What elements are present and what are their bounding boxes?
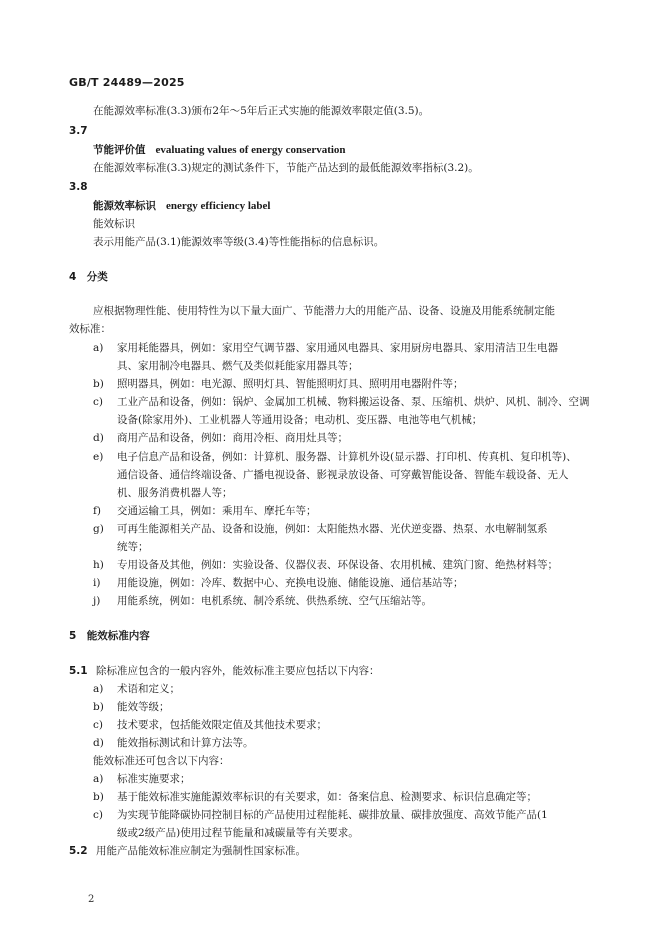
list-marker: a) (93, 683, 104, 695)
term-zh: 能源效率标识 (93, 200, 156, 212)
list-item: 工业产品和设备，例如：锅炉、金属加工机械、物料搬运设备、泵、压缩机、烘炉、风机、制冷、空调 (117, 396, 590, 408)
term-alt: 能效标识 (93, 218, 135, 230)
section-heading: 4 分类 (69, 271, 108, 283)
list-marker: f) (93, 505, 101, 517)
list-marker: a) (93, 773, 104, 785)
term-en: energy efficiency label (166, 200, 271, 212)
list-item: 统等； (117, 541, 149, 553)
list-marker: i) (93, 577, 101, 589)
paragraph: 能效标准还可包含以下内容： (93, 755, 230, 767)
list-marker: d) (93, 432, 104, 444)
list-marker: c) (93, 719, 103, 731)
clause-number: 5.2 (69, 845, 88, 857)
list-marker: b) (93, 701, 104, 713)
term-number: 3.7 (69, 125, 88, 137)
paragraph: 除标准应包含的一般内容外，能效标准主要应包括以下内容： (96, 665, 380, 677)
standard-number: GB/T 24489—2025 (69, 76, 185, 89)
list-item: 可再生能源相关产品、设备和设施，例如：太阳能热水器、光伏逆变器、热泵、水电解制氢系 (117, 523, 548, 535)
list-item: 用能设施，例如：冷库、数据中心、充换电设施、储能设施、通信基站等； (117, 577, 464, 589)
term-heading (93, 143, 346, 157)
list-item: 具、家用制冷电器具、燃气及类似耗能家用器具等； (117, 360, 359, 372)
list-item: 能效指标测试和计算方法等。 (117, 737, 254, 749)
paragraph: 应根据物理性能、使用特性为以下量大面广、节能潜力大的用能产品、设备、设施及用能系统制定能 (93, 305, 555, 317)
term-en: evaluating values of energy conservation (155, 144, 346, 156)
list-marker: b) (93, 378, 104, 390)
list-marker: g) (93, 523, 104, 535)
list-marker: a) (93, 342, 104, 354)
list-item: 能效等级； (117, 701, 170, 713)
list-item: 标准实施要求； (117, 773, 191, 785)
term-definition: 表示用能产品(3.1)能源效率等级(3.4)等性能指标的信息标识。 (93, 236, 385, 248)
term-number: 3.8 (69, 181, 88, 193)
list-item: 用能系统，例如：电机系统、制冷系统、供热系统、空气压缩站等。 (117, 595, 432, 607)
list-item: 商用产品和设备，例如：商用冷柜、商用灶具等； (117, 432, 348, 444)
list-marker: j) (93, 595, 101, 607)
list-marker: b) (93, 791, 104, 803)
list-marker: d) (93, 737, 104, 749)
list-item: 技术要求，包括能效限定值及其他技术要求； (117, 719, 327, 731)
list-marker: c) (93, 396, 103, 408)
list-item: 为实现节能降碳协同控制目标的产品使用过程能耗、碳排放量、碳排放强度、高效节能产品(1 (117, 809, 548, 821)
list-item: 术语和定义； (117, 683, 180, 695)
list-item: 电子信息产品和设备，例如：计算机、服务器、计算机外设(显示器、打印机、传真机、复印机等)、 (117, 451, 577, 463)
term-definition: 在能源效率标准(3.3)规定的测试条件下，节能产品达到的最低能源效率指标(3.2)。 (93, 162, 479, 174)
list-item: 照明器具，例如：电光源、照明灯具、智能照明灯具、照明用电器附件等； (117, 378, 464, 390)
paragraph: 用能产品能效标准应制定为强制性国家标准。 (96, 845, 306, 857)
page-number: 2 (88, 894, 95, 905)
section-heading: 5 能效标准内容 (69, 630, 150, 642)
list-item: 级或2级产品)使用过程节能量和减碳量等有关要求。 (117, 827, 359, 839)
list-item: 机、服务消费机器人等； (117, 487, 233, 499)
term-heading (93, 199, 270, 213)
lead-text: 在能源效率标准(3.3)颁布2年～5年后正式实施的能源效率限定值(3.5)。 (93, 105, 430, 117)
list-item: 设备(除家用外)、工业机器人等通用设备；电动机、变压器、电池等电气机械； (117, 414, 483, 426)
list-marker: e) (93, 451, 104, 463)
clause-number: 5.1 (69, 665, 88, 677)
list-item: 通信设备、通信终端设备、广播电视设备、影视录放设备、可穿戴智能设备、智能车载设备、无人 (117, 469, 569, 481)
list-marker: c) (93, 809, 103, 821)
list-item: 基于能效标准实施能源效率标识的有关要求，如：备案信息、检测要求、标识信息确定等； (117, 791, 537, 803)
paragraph: 效标准： (69, 323, 111, 335)
list-marker: h) (93, 559, 104, 571)
list-item: 专用设备及其他，例如：实验设备、仪器仪表、环保设备、农用机械、建筑门窗、绝热材料等； (117, 559, 558, 571)
list-item: 交通运输工具，例如：乘用车、摩托车等； (117, 505, 317, 517)
term-zh: 节能评价值 (93, 144, 146, 156)
list-item: 家用耗能器具，例如：家用空气调节器、家用通风电器具、家用厨房电器具、家用清洁卫生电器 (117, 342, 558, 354)
